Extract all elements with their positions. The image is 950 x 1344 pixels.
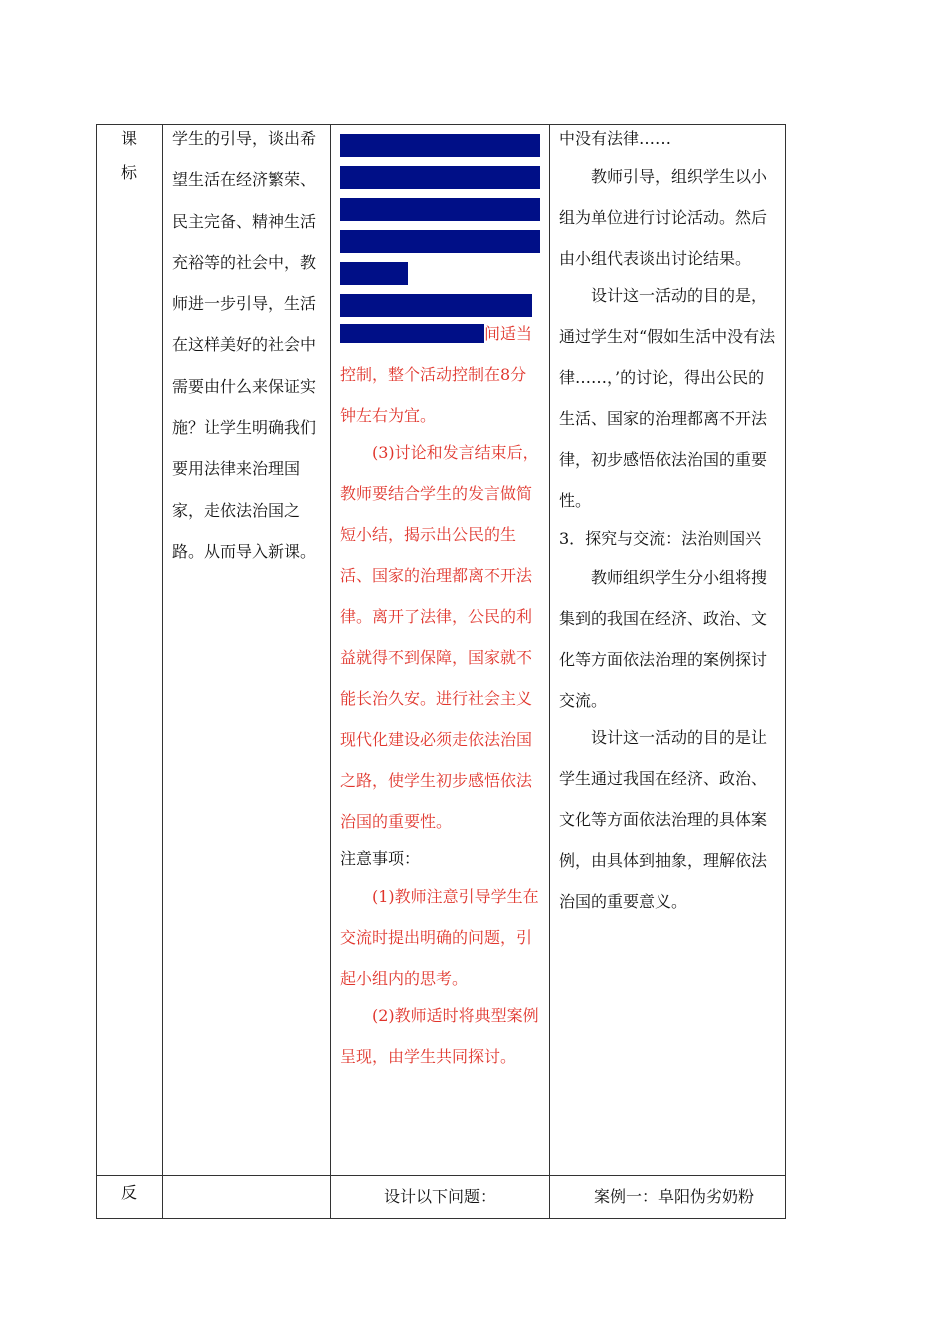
redacted-span: ＿＿＿＿＿＿＿＿＿ bbox=[340, 324, 485, 343]
teaching-content-text: 学生的引导，谈出希望生活在经济繁荣、民主完备、精神生活充裕等的社会中，教师进一步引导，生活在这样美好的社会中需要由什么来保证实施？让学生明确我们要用法律来治理国家，走依法治国之路。从而导入新课。 bbox=[172, 129, 317, 561]
footer-questions-cell bbox=[331, 1176, 550, 1219]
footer-questions-text: 设计以下问题： bbox=[383, 1187, 496, 1206]
footer-case-text: 案例一：阜阳伪劣奶粉 bbox=[594, 1187, 755, 1206]
notes-title: 注意事项： bbox=[340, 849, 421, 868]
intent-p0: 中没有法律…… bbox=[559, 129, 672, 148]
section-label-cell bbox=[97, 125, 163, 1176]
highlighted-block bbox=[340, 134, 541, 317]
redacted-line bbox=[340, 230, 540, 253]
intent-p4: 设计这一活动的目的是让学生通过我国在经济、政治、文化等方面依法治理的具体案例，由具体到抽象，理解依法治国的重要意义。 bbox=[559, 728, 768, 911]
footer-empty-cell bbox=[163, 1176, 331, 1219]
section-label-char-2: 标 bbox=[121, 163, 138, 182]
section-label-char-1: 课 bbox=[121, 129, 138, 148]
footer-label-cell bbox=[97, 1176, 163, 1219]
activity-control-note bbox=[340, 313, 541, 436]
redacted-line bbox=[340, 198, 540, 221]
intent-p2: 设计这一活动的目的是，通过学生对“假如生活中没有法律……，’的讨论，得出公民的生活、国家的治理都离不开法律，初步感悟依法治国的重要性。 bbox=[559, 286, 776, 510]
note-2: (2)教师适时将典型案例呈现，由学生共同探讨。 bbox=[340, 1006, 539, 1066]
teaching-content-cell bbox=[163, 125, 331, 1176]
activity-control-text: 间适当控制，整个活动控制在8分钟左右为宜。 bbox=[340, 324, 533, 425]
footer-case-cell bbox=[550, 1176, 786, 1219]
teacher-activity-cell bbox=[331, 125, 550, 1176]
redacted-line bbox=[340, 134, 540, 157]
section-3-heading: 3．探究与交流：法治则国兴 bbox=[559, 529, 762, 548]
design-intent-cell bbox=[550, 125, 786, 1176]
note-1: (1)教师注意引导学生在交流时提出明确的问题，引起小组内的思考。 bbox=[340, 887, 539, 988]
table-row bbox=[97, 1176, 786, 1219]
summary-paragraph: (3)讨论和发言结束后，教师要结合学生的发言做简短小结，揭示出公民的生活、国家的治理都离不开法律。离开了法律，公民的利益就得不到保障，国家就不能长治久安。进行社会主义现代化建设必须走依法治国之路，使学生初步感悟依法治国的重要性。 bbox=[340, 443, 539, 831]
footer-label: 反 bbox=[121, 1183, 138, 1202]
intent-p3: 教师组织学生分小组将搜集到的我国在经济、政治、文化等方面依法治理的案例探讨交流。 bbox=[559, 568, 768, 710]
table-row bbox=[97, 125, 786, 1176]
intent-p1: 教师引导，组织学生以小组为单位进行讨论活动。然后由小组代表谈出讨论结果。 bbox=[559, 167, 768, 268]
redacted-line bbox=[340, 166, 540, 189]
lesson-plan-table bbox=[96, 124, 786, 1219]
redacted-line bbox=[340, 262, 408, 285]
